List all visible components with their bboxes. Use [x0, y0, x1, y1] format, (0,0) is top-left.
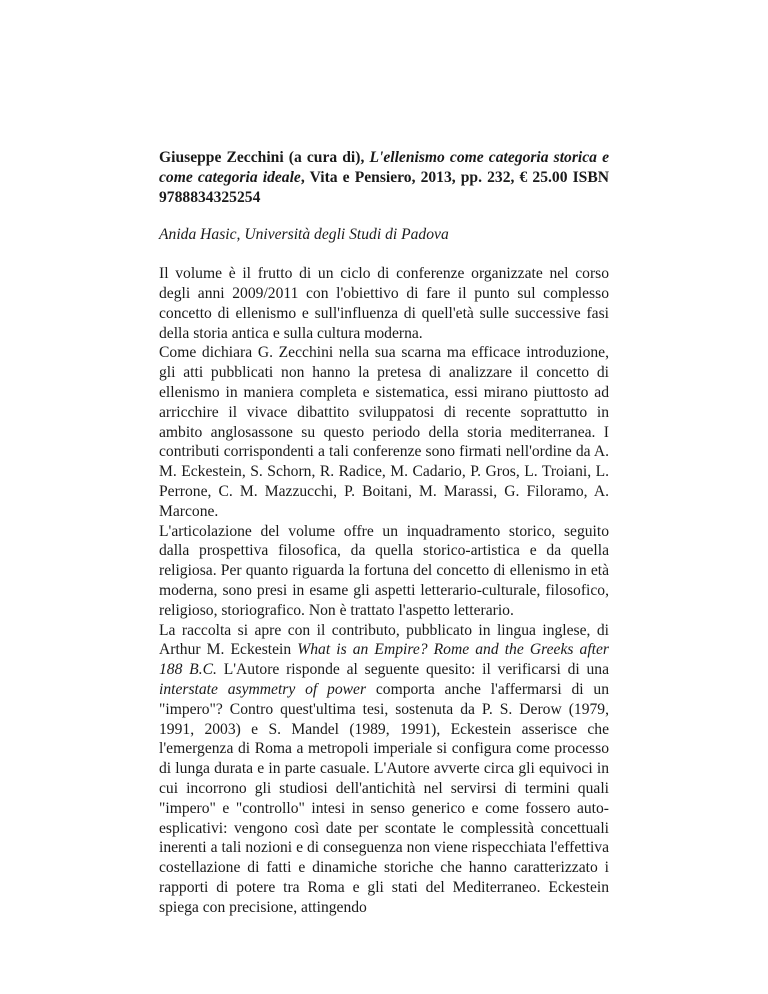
article-title: What is an Empire? Rome and the Greeks after 188 B.C. [159, 641, 609, 679]
paragraph-4-part-a: La raccolta si apre con il contributo, pubblicato in lingua inglese, di Arthur M. Eckestein [159, 621, 609, 659]
review-content [159, 148, 609, 917]
paragraph-4-part-c: comporta anche l'affermarsi di un "impero"? Contro quest'ultima tesi, sostenuta da P. S. Derow (1979, 1991, 2003) e S. Mandel (1989, 1991), Eckestein asserisce che l'emergenza di Roma a metropoli imperiale si configura come processo di lunga durata e in parte casuale. L'Autore avverte circa gli equivoci in cui incorrono gli studiosi dell'antichità nel servirsi di termini quali "impero" e "controllo" intesi in senso generico e come fossero auto-esplicativi: vengono così date per scontate le complessità concettuali inerenti a tali nozioni e di conseguenza non viene rispecchiata l'effettiva costellazione di fatti e dinamiche storiche che hanno caratterizzato i rapporti di potere tra Roma e gli stati del Mediterraneo. Eckestein spiega con precisione, attingendo [159, 680, 610, 916]
review-heading [159, 148, 609, 207]
paragraph-2: Come dichiara G. Zecchini nella sua scarna ma efficace introduzione, gli atti pubblicati non hanno la pretesa di analizzare il concetto di ellenismo in maniera completa e sistematica, essi mirano piuttosto ad arricchire il vivace dibattito sviluppatosi di recente soprattutto in ambito anglosassone su questo periodo della storia mediterranea. I contributi corrispondenti a tali conferenze sono firmati nell'ordine da A. M. Eckestein, S. Schorn, R. Radice, M. Cadario, P. Gros, L. Troiani, L. Perrone, C. M. Mazzucchi, P. Boitani, M. Marassi, G. Filoramo, A. Marcone. [159, 344, 609, 520]
heading-editor: Giuseppe Zecchini (a cura di), [159, 149, 365, 166]
review-body [159, 264, 609, 917]
paragraph-4-part-b: L'Autore risponde al seguente quesito: il verificarsi di una [216, 661, 609, 679]
reviewer-line: Anida Hasic, Università degli Studi di Padova [159, 226, 449, 244]
paragraph-4 [159, 621, 609, 918]
paragraph-1: Il volume è il frutto di un ciclo di conferenze organizzate nel corso degli anni 2009/2011 con l'obiettivo di fare il punto sul complesso concetto di ellenismo e sull'influenza di quell'età sulle successive fasi della storia antica e sulla cultura moderna. [159, 265, 609, 342]
italic-phrase: interstate asymmetry of power [159, 680, 367, 698]
heading-details: , Vita e Pensiero, 2013, pp. 232, € 25.00 ISBN 9788834325254 [159, 168, 609, 206]
book-title: L'ellenismo come categoria storica e come categoria ideale [159, 149, 609, 186]
paragraph-3: L'articolazione del volume offre un inquadramento storico, seguito dalla prospettiva filosofica, da quella storico-artistica e da quella religiosa. Per quanto riguarda la fortuna del concetto di ellenismo in età moderna, sono presi in esame gli aspetti letterario-culturale, filosofico, religioso, storiografico. Non è trattato l'aspetto letterario. [159, 522, 609, 619]
